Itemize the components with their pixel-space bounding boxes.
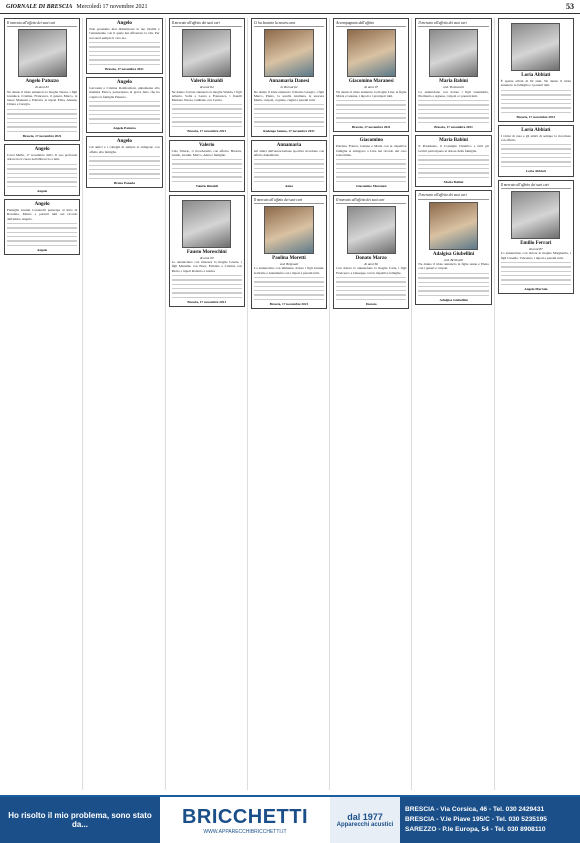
notice-signature: Donato xyxy=(365,301,377,306)
portrait-photo xyxy=(347,206,396,254)
portrait-photo xyxy=(182,200,231,248)
notice-text: Ne danno il triste annuncio la moglie Lina, le figlie Maria e Gianna, i nipoti e i pronipoti tutti. xyxy=(336,90,406,125)
obituary-notice xyxy=(415,135,491,187)
notice-signature: Brescia, 17 novembre 2021 xyxy=(105,66,144,71)
deceased-name: Angelo xyxy=(116,21,132,26)
obituary-notice xyxy=(169,140,245,192)
advert-banner[interactable] xyxy=(0,795,580,843)
notice-signature: Anna xyxy=(285,184,293,189)
notice-text: Ne danno il triste annuncio la moglie Teresa, i figli Gianluca, Cristina, Francesca, il genero Marco, le nuore Manuela e Patrizia, le nipoti Elisa, Alessia, Chiara e Giorgia. xyxy=(7,90,77,133)
notice-intro: Il mercato all'affetto dei suoi cari xyxy=(172,21,242,27)
notice-text: Lo annunciano con immenso dolore i figli Gianni, Gabriele e Annamaria con i nipoti e parenti tutti. xyxy=(254,266,324,301)
portrait-photo xyxy=(264,206,313,254)
notice-signature: Brescia, 17 novembre 2021 xyxy=(351,125,391,130)
notice-text: Ne danno il triste annuncio la moglie Wanda, i figli Alberto, Sofia e Laura e Francesca, i fratelli Mariano Teresa, Giuliano con Cesira. xyxy=(172,90,242,129)
notice-signature: Brescia, 17 novembre 2021 xyxy=(434,125,473,130)
obituary-notice xyxy=(4,144,80,196)
obituary-column xyxy=(86,18,165,790)
notice-text: Gli amici dell'Associazione sportiva ricordano con affetto Annamaria. xyxy=(254,149,324,184)
advert-addresses xyxy=(400,797,580,843)
notice-text: La annunciano con dolore i figli Gianmaria, Piermario e Agnese, i nipoti e i parenti tutti. xyxy=(418,90,488,125)
obituary-notice xyxy=(333,195,409,309)
deceased-name: Giacomino Maranesi xyxy=(348,79,394,85)
notice-text: Con dolore lo annunciano la moglie Carla, i figli Francesco e Giuseppe con le rispettive famiglie. xyxy=(336,266,406,301)
deceased-name: Loria Abbiati xyxy=(521,127,551,133)
obituary-notice xyxy=(498,180,574,294)
notice-signature: Bruno Panada xyxy=(113,180,135,185)
deceased-name: Annamaria xyxy=(276,142,302,148)
notice-intro: Il mercato all'affetto dei suoi cari xyxy=(418,193,488,199)
advert-address: SAREZZO - P.le Europa, 54 - Tel. 030 8908110 xyxy=(405,826,546,833)
deceased-name: Adalgisa Giubellini xyxy=(432,251,475,257)
deceased-name: Angelo xyxy=(116,139,132,145)
advert-brand: BRICCHETTI xyxy=(181,805,309,828)
obituary-column xyxy=(4,18,83,790)
portrait-photo xyxy=(511,191,560,239)
deceased-subtitle: di anni 90 xyxy=(199,255,214,260)
notice-signature: Brescia, 17 novembre 2021 xyxy=(187,129,227,134)
obituary-notice xyxy=(251,18,327,137)
obituary-notice xyxy=(86,77,162,133)
obituary-notice xyxy=(169,18,245,137)
deceased-name: Loria Abbiati xyxy=(521,73,551,78)
deceased-name: Maria Babini xyxy=(439,79,468,85)
deceased-name: Fausto Moreschini xyxy=(186,249,227,255)
notice-text: Carol Mella, 17 novembre 2021. Il suo profondo dolore ha il cuore nell'abbraccio a tutti. xyxy=(7,153,77,188)
portrait-photo xyxy=(264,29,313,77)
notice-text: I vicini di casa e gli amici di sempre la ricordano con affetto. xyxy=(501,134,571,169)
notice-text: Ne danno il triste annuncio il marito Giorgio, i figli Marco, Pietro, la sorella Giuliana, la suocera Maria, i nipoti, cognate, cugini e parenti tutti. xyxy=(254,90,324,129)
issue-date: Mercoledì 17 novembre 2021 xyxy=(76,3,148,10)
deceased-name: Maria Babini xyxy=(439,138,468,144)
portrait-photo xyxy=(511,23,560,71)
notice-text: Non possiamo mai dimenticare la tua vitalità e l'entusiasmo con il quale hai affrontato la vita. Per noi sarai sempre il caro zio. xyxy=(89,27,159,66)
notice-text: Patrizia, Franca, Gianna e Maria con le rispettive famiglie si stringono a Lina nel ricordo del caro Giacomino. xyxy=(336,144,406,183)
deceased-subtitle: di anni 87 xyxy=(528,247,543,252)
notice-text: Giovanni e Cristina Rombaldoni, unitamente alla mamma Enrica, partecipano al grave lutto che ha colpito la famiglia Patuzzo. xyxy=(89,86,159,125)
notice-text: Lo annunciano con dolore la moglie Margherita, i figli Claudio, Vincenzo, i nipoti e parenti tutti. xyxy=(501,251,571,286)
notice-text: Lo annunciano con tristezza la moglie Grazia, i figli Massimo con Enza, Fabrizio e Cristina con Pietro, i nipoti Roberto e Giulia. xyxy=(172,260,242,299)
deceased-subtitle: in Bornarini xyxy=(280,85,298,90)
advert-since-block xyxy=(330,797,400,843)
obituary-column xyxy=(498,18,576,790)
obituary-notice xyxy=(333,18,409,132)
obituary-column xyxy=(169,18,248,790)
notice-intro: Il mercato all'affetto dei suoi cari xyxy=(7,21,77,27)
deceased-name: Paolina Moretti xyxy=(272,255,306,261)
notice-signature: Brescia, 17 novembre 2021 xyxy=(516,114,556,119)
obituary-notice xyxy=(498,125,574,177)
obituary-column xyxy=(415,18,494,790)
deceased-name: Angelo Patuzzo xyxy=(25,79,59,85)
deceased-name: Valerio Rinaldi xyxy=(190,79,223,85)
notice-text: Gli amici e i colleghi di sempre si stringono con affetto alla famiglia. xyxy=(89,145,159,180)
advert-since: dal 1977 xyxy=(347,812,383,822)
deceased-subtitle: ved. Brignani xyxy=(279,261,299,266)
portrait-photo xyxy=(182,29,231,77)
advert-address: BRESCIA - Via Corsica, 46 - Tel. 030 2429431 xyxy=(405,806,545,813)
notice-intro: Il mercato all'affetto dei suoi cari xyxy=(254,198,324,204)
portrait-photo xyxy=(18,29,67,77)
notice-text: Il Presidente, il Consiglio Direttivo e tutti gli iscritti partecipano al dolore della famiglia. xyxy=(418,144,488,179)
notice-signature: Valerio Rinaldi xyxy=(195,184,218,189)
deceased-subtitle: di anni 81 xyxy=(35,85,50,90)
obituary-notice xyxy=(86,136,162,188)
obituary-notice xyxy=(4,199,80,255)
deceased-name: Donato Marzo xyxy=(355,255,387,261)
obituary-notice xyxy=(498,18,574,122)
deceased-name: Valerio xyxy=(199,142,215,148)
notice-signature: Loria Abbiati xyxy=(525,169,546,174)
deceased-name: Annamaria Danesi xyxy=(268,79,310,85)
deceased-name: Angelo xyxy=(34,147,50,153)
deceased-name: Angelo xyxy=(34,201,50,207)
obituary-notice xyxy=(86,18,162,74)
advert-brand-block xyxy=(160,797,330,843)
obituary-notice xyxy=(251,140,327,192)
obituary-notice xyxy=(415,190,491,304)
notice-intro: Accompagnato dall'affetto xyxy=(336,21,406,27)
deceased-subtitle: di anni 84 xyxy=(199,85,214,90)
advert-address: BRESCIA - V.le Piave 195/C - Tel. 030 5235195 xyxy=(405,816,547,823)
notice-signature: Angelo xyxy=(37,188,48,193)
page-header xyxy=(0,0,580,14)
deceased-name: Emilio Ferrari xyxy=(520,241,552,247)
obituary-column xyxy=(251,18,330,790)
notice-signature: Angelo Patuzzo xyxy=(113,126,136,131)
advert-url[interactable]: WWW.APPARECCHIBRICCHETTI.IT xyxy=(203,828,287,835)
notice-signature: Giacomino Maranesi xyxy=(356,184,387,189)
deceased-name: Giacomino xyxy=(359,138,383,144)
obituary-notice xyxy=(415,18,491,132)
deceased-subtitle: di anni 82 xyxy=(364,261,379,266)
notice-intro: Il mercato all'affetto dei suoi cari xyxy=(336,198,406,204)
deceased-subtitle: di anni 97 xyxy=(364,85,379,90)
notice-intro: Il mercato all'affetto dei suoi cari xyxy=(418,21,488,27)
notice-signature: Brescia, 17 novembre 2021 xyxy=(269,301,309,306)
obituary-notice xyxy=(333,135,409,191)
obituary-column xyxy=(333,18,412,790)
advert-slogan: Ho risolto il mio problema, sono stato da... xyxy=(0,797,160,843)
obituary-notice xyxy=(169,195,245,307)
notice-intro: Ci ha lasciato la nostra cara xyxy=(254,21,324,27)
notice-text: Famiglia Gianni Contarelli partecipa al lutto di Rosanna, Mauro e parenti tutti nel ricordo dell'amico Angelo. xyxy=(7,208,77,247)
notice-signature: Brescia, 17 novembre 2021 xyxy=(187,299,227,304)
deceased-name: Angelo xyxy=(116,80,132,86)
deceased-subtitle: ved. Bertinelli xyxy=(443,257,464,262)
notice-signature: Adalgisa Giubellini xyxy=(439,297,468,302)
notice-signature: Rodengo Saiano, 17 novembre 2021 xyxy=(263,129,315,134)
notice-signature: Angelo xyxy=(37,247,48,252)
page-number: 53 xyxy=(566,2,574,11)
notice-text: È spenta all'età di 92 anni. Ne danno il triste annuncio la famiglia e i parenti tutti. xyxy=(501,79,571,114)
advert-since-sub: Apparecchi acustici xyxy=(336,822,394,828)
portrait-photo xyxy=(429,29,478,77)
notice-intro: Il mercato all'affetto dei suoi cari xyxy=(501,183,571,189)
notice-signature: Brescia, 17 novembre 2021 xyxy=(22,133,62,138)
portrait-photo xyxy=(347,29,396,77)
obituary-notice xyxy=(251,195,327,309)
notice-signature: Maria Babini xyxy=(443,180,464,185)
publication-name: GIORNALE DI BRESCIA xyxy=(6,3,73,10)
portrait-photo xyxy=(429,202,478,250)
obituary-columns xyxy=(4,18,576,790)
obituary-notice xyxy=(4,18,80,141)
notice-signature: Angelo Marrale xyxy=(524,286,548,291)
deceased-subtitle: ved. Tiraboschi xyxy=(443,85,464,90)
notice-text: Ne danno il triste annuncio le figlie Anna e Elena con i generi e i nipoti. xyxy=(418,262,488,297)
notice-text: Ciao Valerio, ti ricorderemo con affetto. Brescia, Giulio, Gianni, Marco, Anna e famiglie. xyxy=(172,149,242,184)
